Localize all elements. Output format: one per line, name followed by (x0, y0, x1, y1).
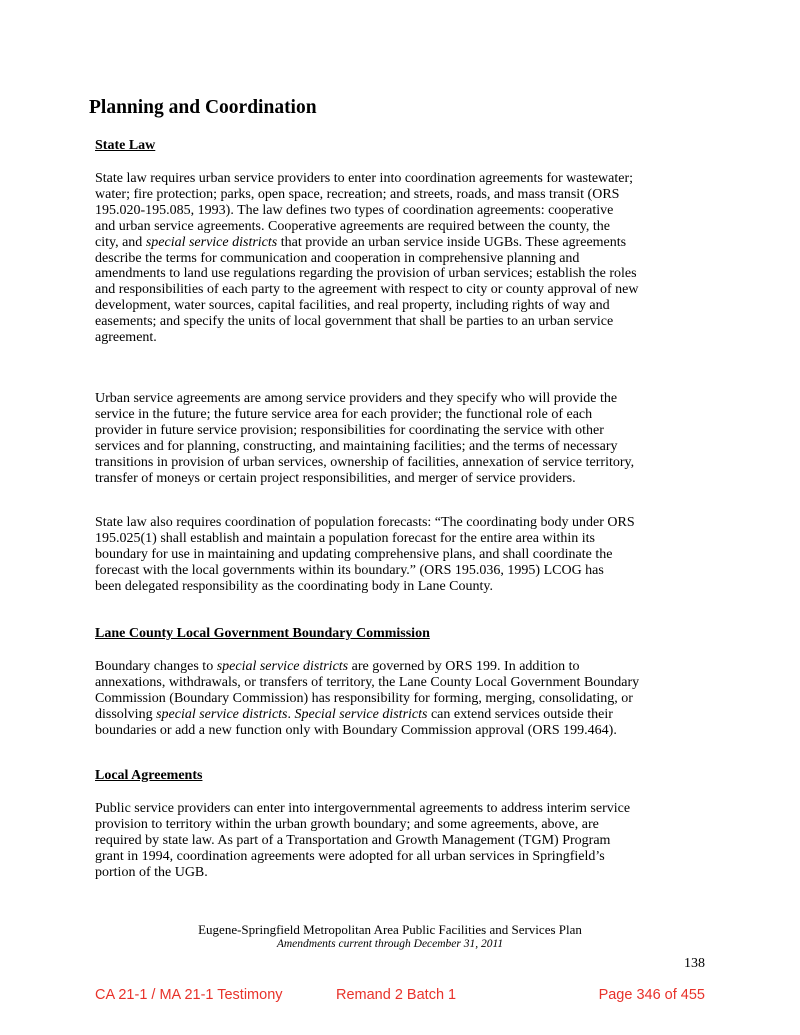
paragraph-line: portion of the UGB. (95, 864, 208, 880)
paragraph-line: and urban service agreements. Cooperative agreements are required between the county, the (95, 218, 610, 234)
paragraph-line: transfer of moneys or certain project responsibilities, and merger of service providers. (95, 470, 576, 486)
paragraph-line: describe the terms for communication and cooperation in comprehensive planning and (95, 250, 580, 266)
section-heading-state-law: State Law (95, 138, 156, 153)
paragraph (95, 659, 735, 739)
paragraph-line: Urban service agreements are among service providers and they specify who will provide the (95, 391, 618, 406)
paragraph-line: been delegated responsibility as the coordinating body in Lane County. (95, 578, 493, 594)
footer-title: Eugene-Springfield Metropolitan Area Public Facilities and Services Plan (198, 922, 582, 937)
paragraph-line: city, and special service districts that provide an urban service inside UGBs. These agreements (95, 234, 627, 250)
paragraph-line: services and for planning, constructing, and maintaining facilities; and the terms of necessary (95, 438, 618, 454)
paragraph (95, 171, 735, 346)
paragraph-line: Boundary changes to special service districts are governed by ORS 199. In addition to (95, 659, 580, 674)
page-count-stamp: Page 346 of 455 (598, 987, 705, 1003)
paragraph-line: easements; and specify the units of local government that shall be parties to an urban service (95, 314, 614, 330)
paragraph-line: water; fire protection; parks, open space, recreation; and streets, roads, and mass transit (ORS (95, 186, 620, 202)
paragraph-line: forecast with the local governments within its boundary.” (ORS 195.036, 1995) LCOG has (95, 562, 604, 578)
paragraph-line: provision to territory within the urban growth boundary; and some agreements, above, are (95, 816, 599, 832)
paragraph-line: and responsibilities of each party to the agreement with respect to city or county approval of new (95, 282, 639, 298)
batch-stamp: Remand 2 Batch 1 (336, 987, 457, 1003)
paragraph-line: transitions in provision of urban services, ownership of facilities, annexation of service territory, (95, 454, 635, 470)
paragraph-line: required by state law. As part of a Transportation and Growth Management (TGM) Program (95, 832, 611, 848)
footer-amendments: Amendments current through December 31, 2011 (276, 938, 504, 950)
testimony-stamp: CA 21-1 / MA 21-1 Testimony (95, 987, 283, 1003)
page-title: Planning and Coordination (89, 97, 317, 118)
section-heading-local-agreements: Local Agreements (95, 768, 203, 783)
paragraph-line: service in the future; the future service area for each provider; the functional role of each (95, 406, 593, 422)
paragraph (95, 391, 735, 486)
paragraph-line: boundary for use in maintaining and updating comprehensive plans, and shall coordinate the (95, 546, 613, 562)
paragraph-line: 195.025(1) shall establish and maintain a population forecast for the entire area within its (95, 530, 595, 546)
paragraph-line: boundaries or add a new function only with Boundary Commission approval (ORS 199.464). (95, 722, 617, 738)
paragraph-line: Public service providers can enter into intergovernmental agreements to address interim service (95, 801, 631, 816)
paragraph-line: provider in future service provision; responsibilities for coordinating the service with other (95, 422, 604, 438)
section-heading-boundary-commission: Lane County Local Government Boundary Commission (95, 626, 430, 641)
page-number: 138 (684, 956, 705, 971)
paragraph-line: State law requires urban service providers to enter into coordination agreements for wastewater; (95, 171, 634, 186)
paragraph-line: annexations, withdrawals, or transfers of territory, the Lane County Local Government Boundary (95, 674, 640, 690)
paragraph (95, 801, 735, 881)
paragraph-line: Commission (Boundary Commission) has responsibility for forming, merging, consolidating, or (95, 690, 633, 706)
paragraph-line: dissolving special service districts. Special service districts can extend services outside their (95, 706, 613, 722)
paragraph-line: 195.020-195.085, 1993). The law defines two types of coordination agreements: cooperative (95, 202, 614, 218)
paragraph (95, 515, 735, 595)
paragraph-line: amendments to land use regulations regarding the provision of urban services; establish the roles (95, 266, 637, 282)
paragraph-line: agreement. (95, 330, 157, 346)
paragraph-line: State law also requires coordination of population forecasts: “The coordinating body under ORS (95, 515, 635, 530)
paragraph-line: grant in 1994, coordination agreements were adopted for all urban services in Springfield’s (95, 848, 605, 864)
paragraph-line: development, water sources, capital facilities, and real property, including rights of way and (95, 298, 610, 314)
